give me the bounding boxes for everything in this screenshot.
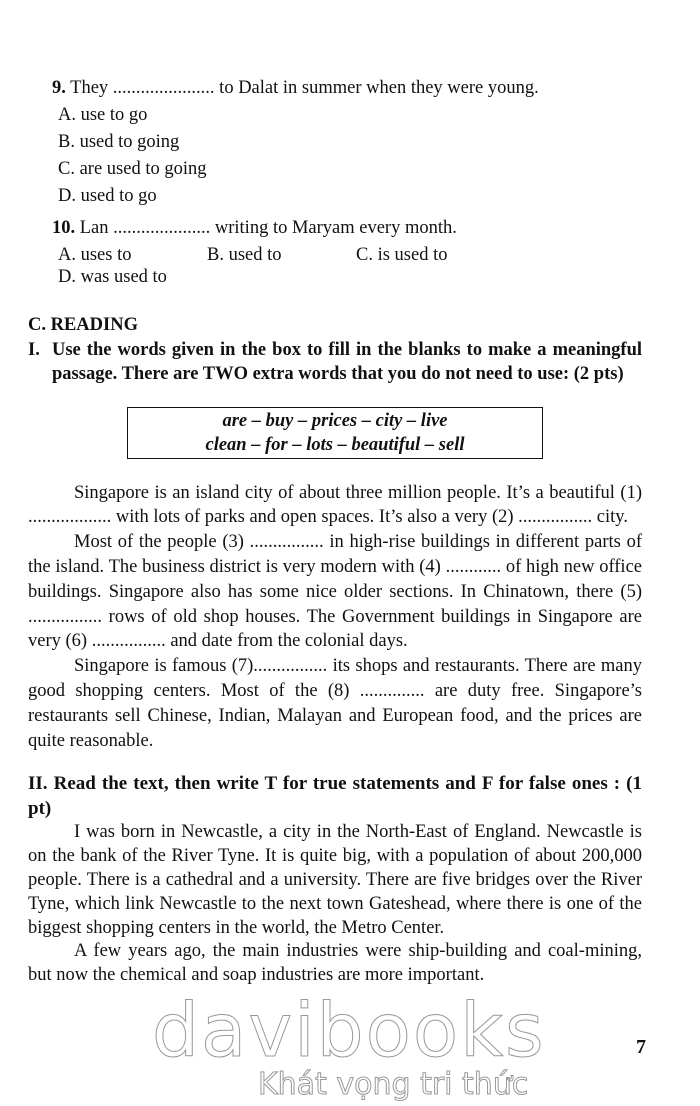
question-9 bbox=[52, 77, 642, 212]
word-box-line: clean – for – lots – beautiful – sell bbox=[205, 434, 465, 455]
option-b: B. used to bbox=[207, 245, 282, 265]
word-box bbox=[127, 407, 543, 459]
section-title: C. READING bbox=[28, 315, 138, 335]
instruction-part1-block bbox=[28, 339, 642, 387]
page-number: 7 bbox=[636, 1035, 646, 1058]
paragraph: Singapore is famous (7)................ its shops and restaurants. There are many good shopping centers. Most of the (8) .............. are duty free. Singapore’s restaurants sell Chinese, Indian, Malayan and European food, and the prices are quite reasonable. bbox=[28, 656, 642, 751]
newcastle-passage bbox=[28, 821, 642, 988]
paragraph: Most of the people (3) ................ in high-rise buildings in different parts of the island. The business district is very modern with (4) ............ of high new office buildings. Singapore also has some nice older sections. In Chinatown, there (5) ................ rows of old shop houses. The Government buildings in Singapore are very (6) ................ and date from the colonial days. bbox=[28, 532, 642, 652]
paragraph: Singapore is an island city of about three million people. It’s a beautiful (1) .................. with lots of parks and open spaces. It’s also a very (2) ................ city. bbox=[28, 482, 642, 528]
options bbox=[58, 104, 642, 212]
watermark-slogan: Khát vọng tri thức bbox=[258, 1066, 529, 1102]
paragraph: I was born in Newcastle, a city in the North-East of England. Newcastle is on the bank of the River Tyne. It is quite big, with a population of about 200,000 people. There is a cathedral and a university. There are five bridges over the River Tyne, which link Newcastle to the next town Gateshead, where there is one of the biggest shopping centers in the world, the Metro Center. bbox=[28, 822, 642, 938]
question-number: 10. bbox=[52, 218, 76, 238]
page-footer bbox=[28, 987, 646, 1104]
instruction-part2: II. Read the text, then write T for true statements and F for false ones : (1 pt) bbox=[28, 773, 642, 820]
question-stem: Lan ..................... writing to Maryam every month. bbox=[79, 218, 457, 238]
option-a: A. uses to bbox=[58, 245, 132, 265]
question-10 bbox=[52, 217, 642, 288]
instruction-number: I. bbox=[28, 340, 40, 360]
instruction-part1: Use the words given in the box to fill in the blanks to make a meaningful passage. There are TWO extra words that you do not need to use: (2 pts) bbox=[52, 340, 642, 384]
option-c: C. is used to bbox=[356, 245, 448, 265]
options bbox=[58, 244, 642, 288]
word-box-line: are – buy – prices – city – live bbox=[222, 410, 448, 431]
option-d: D. used to go bbox=[58, 186, 157, 206]
question-stem: They ...................... to Dalat in summer when they were young. bbox=[70, 78, 539, 98]
option-a: A. use to go bbox=[58, 105, 148, 125]
option-d: D. was used to bbox=[58, 267, 167, 287]
question-number: 9. bbox=[52, 78, 66, 98]
option-b: B. used to going bbox=[58, 132, 180, 152]
singapore-passage bbox=[28, 481, 642, 754]
paragraph: A few years ago, the main industries were ship-building and coal-mining, but now the chemical and soap industries are more important. bbox=[28, 941, 642, 986]
option-c: C. are used to going bbox=[58, 159, 207, 179]
watermark-logo: davibooks bbox=[152, 987, 546, 1074]
